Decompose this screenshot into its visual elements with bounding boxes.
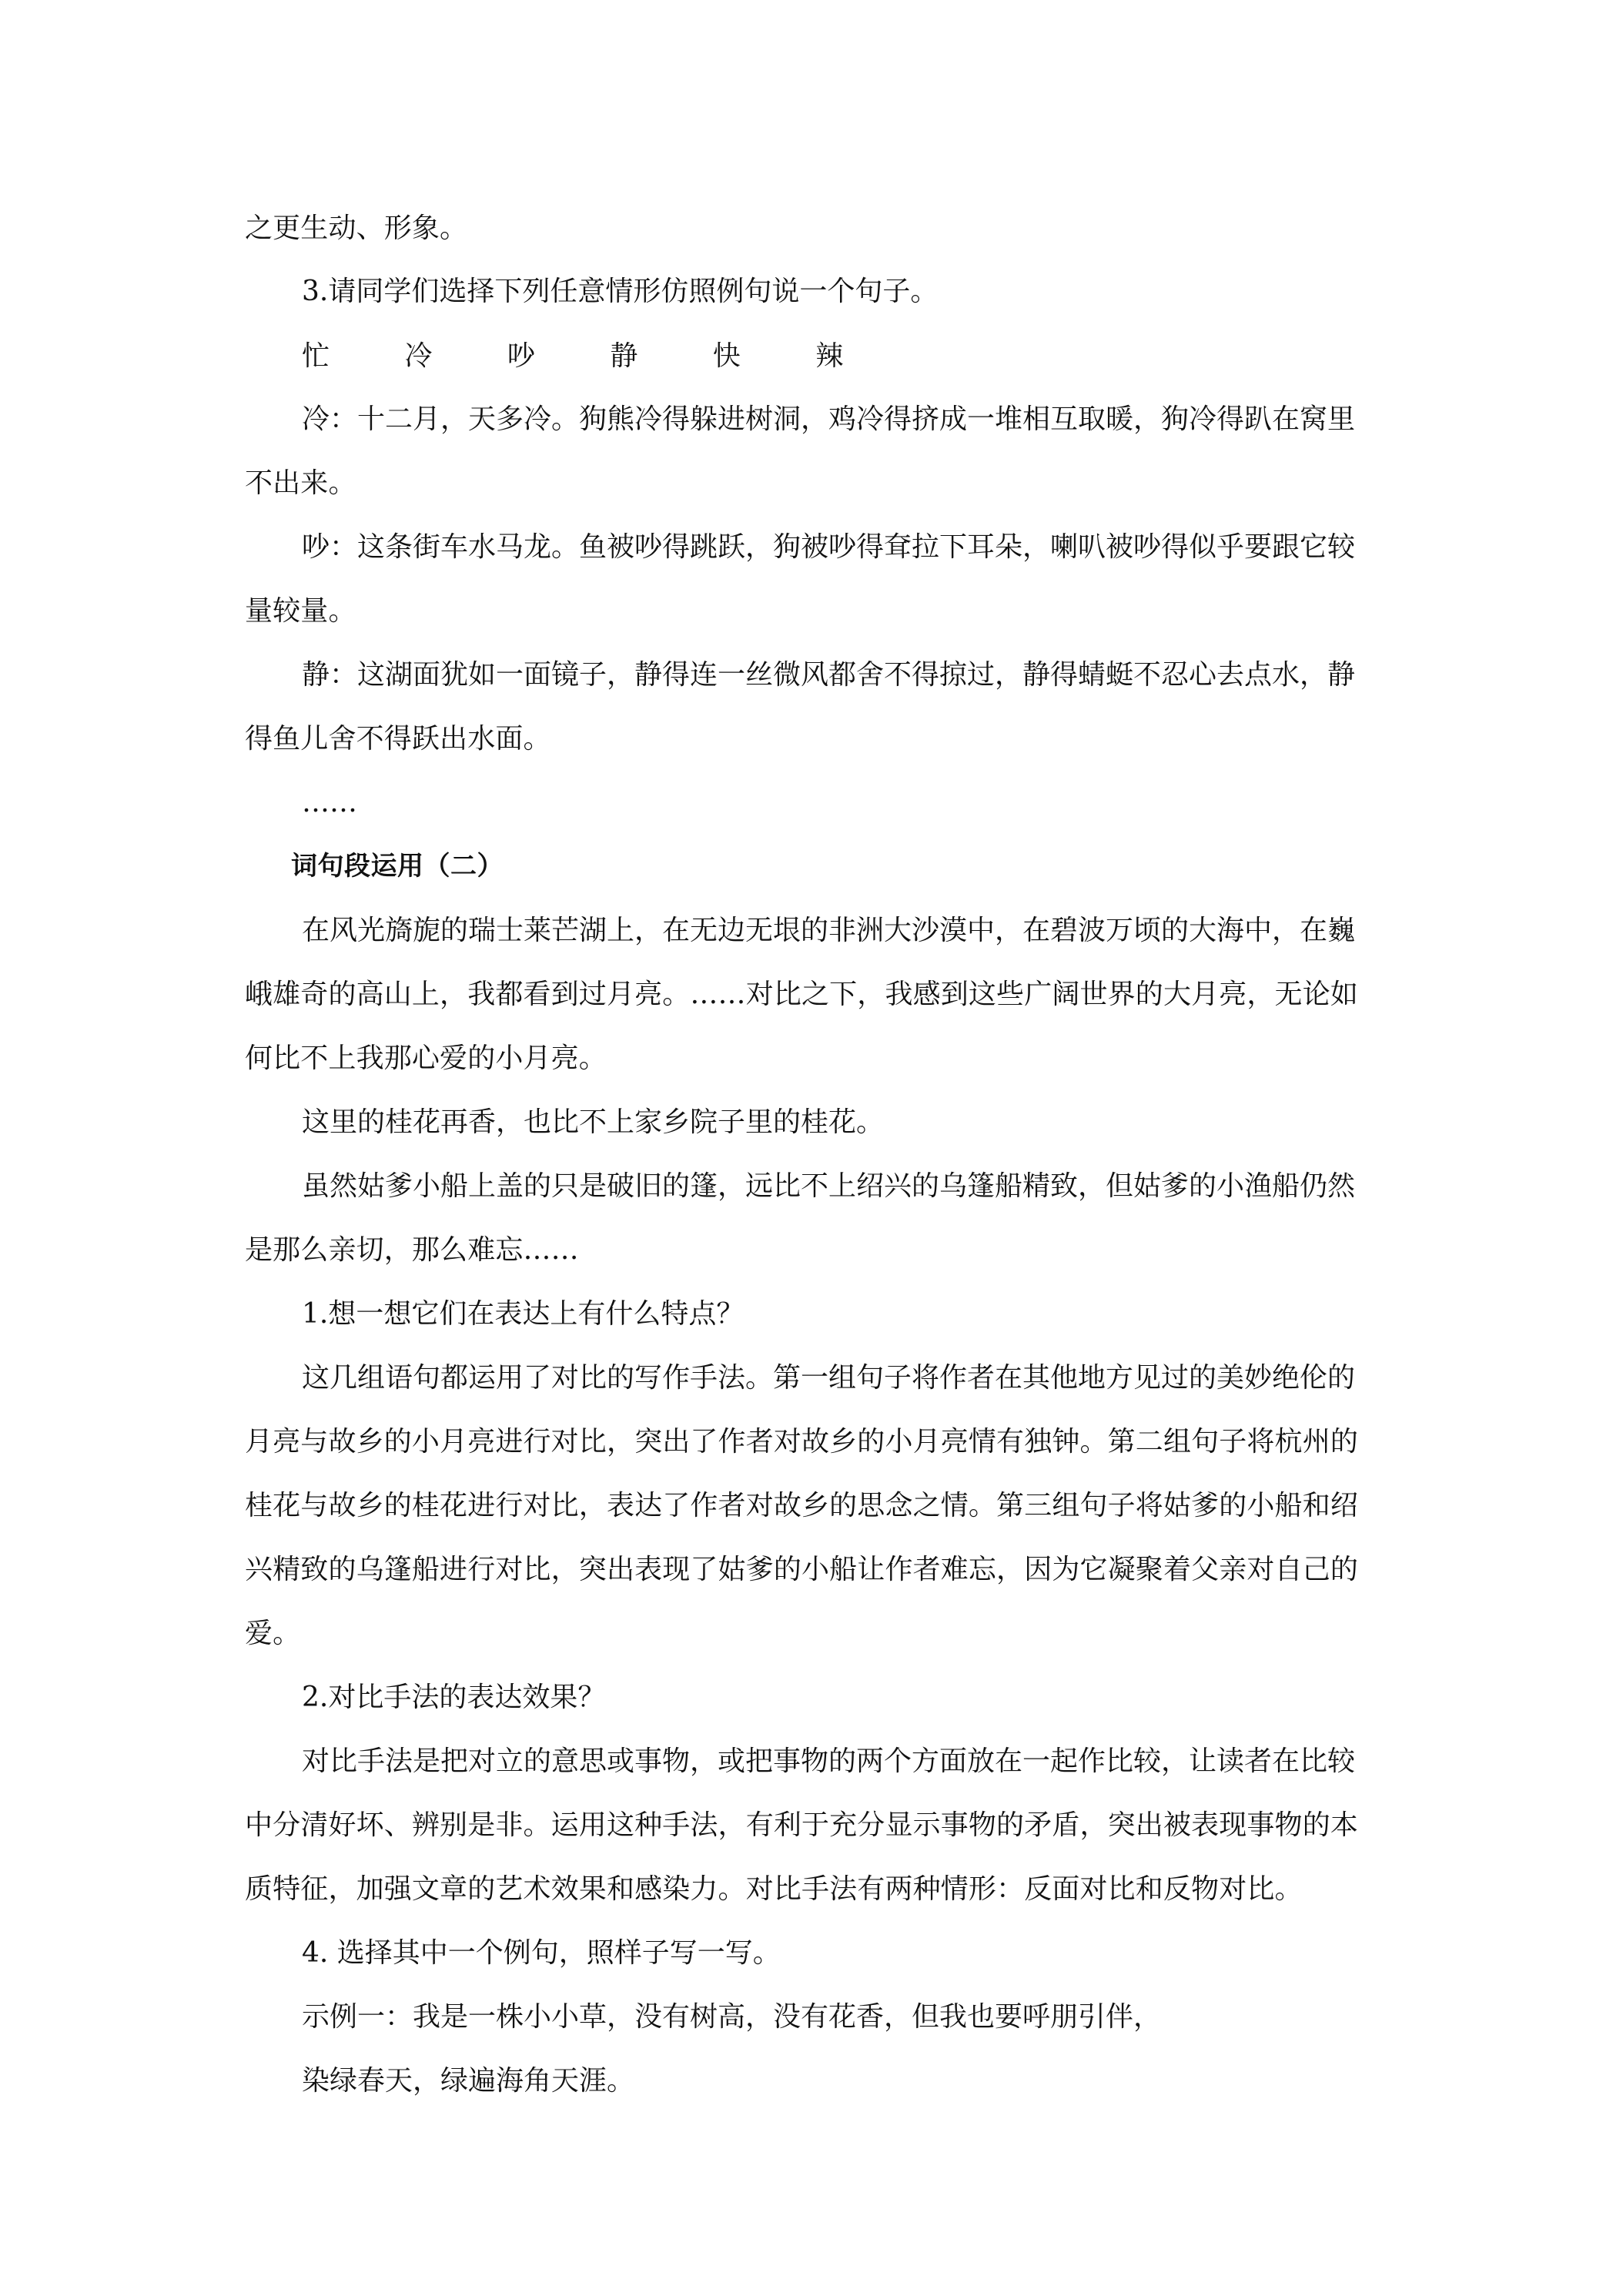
text-line: 之更生动、形象。 <box>245 213 468 244</box>
text-line: 月亮与故乡的小月亮进行对比，突出了作者对故乡的小月亮情有独钟。第二组句子将杭州的 <box>245 1426 1359 1458</box>
example-1-continued: 染绿春天，绿遍海角天涯。 <box>302 2065 635 2097</box>
text-line: 质特征，加强文章的艺术效果和感染力。对比手法有两种情形：反面对比和反物对比。 <box>245 1873 1303 1905</box>
text-line: 不出来。 <box>245 467 356 499</box>
text-line: 中分清好坏、辨别是非。运用这种手法，有利于充分显示事物的矛盾，突出被表现事物的本 <box>245 1809 1359 1841</box>
example-cold: 冷：十二月，天多冷。狗熊冷得躲进树洞，鸡冷得挤成一堆相互取暖，狗冷得趴在窝里 <box>302 403 1356 435</box>
ellipsis: …… <box>302 787 357 818</box>
text-line: 兴精致的乌篷船进行对比，突出表现了姑爹的小船让作者难忘，因为它凝聚着父亲对自己的 <box>245 1554 1359 1585</box>
example-noisy: 吵：这条街车水马龙。鱼被吵得跳跃，狗被吵得耷拉下耳朵，喇叭被吵得似乎要跟它较 <box>302 531 1356 563</box>
answer-2: 对比手法是把对立的意思或事物，或把事物的两个方面放在一起作比较，让读者在比较 <box>302 1745 1356 1777</box>
text-line: 峨雄奇的高山上，我都看到过月亮。……对比之下，我感到这些广阔世界的大月亮，无论如 <box>245 979 1359 1010</box>
text-line: 爱。 <box>245 1618 301 1649</box>
example-quiet: 静：这湖面犹如一面镜子，静得连一丝微风都舍不得掠过，静得蜻蜓不忍心去点水，静 <box>302 659 1356 691</box>
example-1: 示例一：我是一株小小草，没有树高，没有花香，但我也要呼朋引伴， <box>302 2001 1162 2033</box>
paragraph-osmanthus: 这里的桂花再香，也比不上家乡院子里的桂花。 <box>302 1106 885 1138</box>
question-1: 1.想一想它们在表达上有什么特点？ <box>302 1298 745 1330</box>
text-line: 桂花与故乡的桂花进行对比，表达了作者对故乡的思念之情。第三组句子将姑爹的小船和绍 <box>245 1490 1359 1521</box>
question-4: 4. 选择其中一个例句，照样子写一写。 <box>302 1937 781 1969</box>
answer-1: 这几组语句都运用了对比的写作手法。第一组句子将作者在其他地方见过的美妙绝伦的 <box>302 1362 1356 1394</box>
paragraph-boat: 虽然姑爹小船上盖的只是破旧的篷，远比不上绍兴的乌篷船精致，但姑爹的小渔船仍然 <box>302 1170 1356 1202</box>
paragraph-moon: 在风光旖旎的瑞士莱芒湖上，在无边无垠的非洲大沙漠中，在碧波万顷的大海中，在巍 <box>302 915 1356 946</box>
question-3: 3.请同学们选择下列任意情形仿照例句说一个句子。 <box>302 276 939 307</box>
word-choices: 忙 冷 吵 静 快 辣 <box>302 340 877 372</box>
section-heading: 词句段运用（二） <box>291 851 504 882</box>
text-line: 何比不上我那心爱的小月亮。 <box>245 1043 607 1074</box>
text-line: 量较量。 <box>245 595 356 627</box>
text-line: 是那么亲切，那么难忘…… <box>245 1234 579 1266</box>
question-2: 2.对比手法的表达效果？ <box>302 1682 606 1713</box>
text-line: 得鱼儿舍不得跃出水面。 <box>245 723 551 755</box>
